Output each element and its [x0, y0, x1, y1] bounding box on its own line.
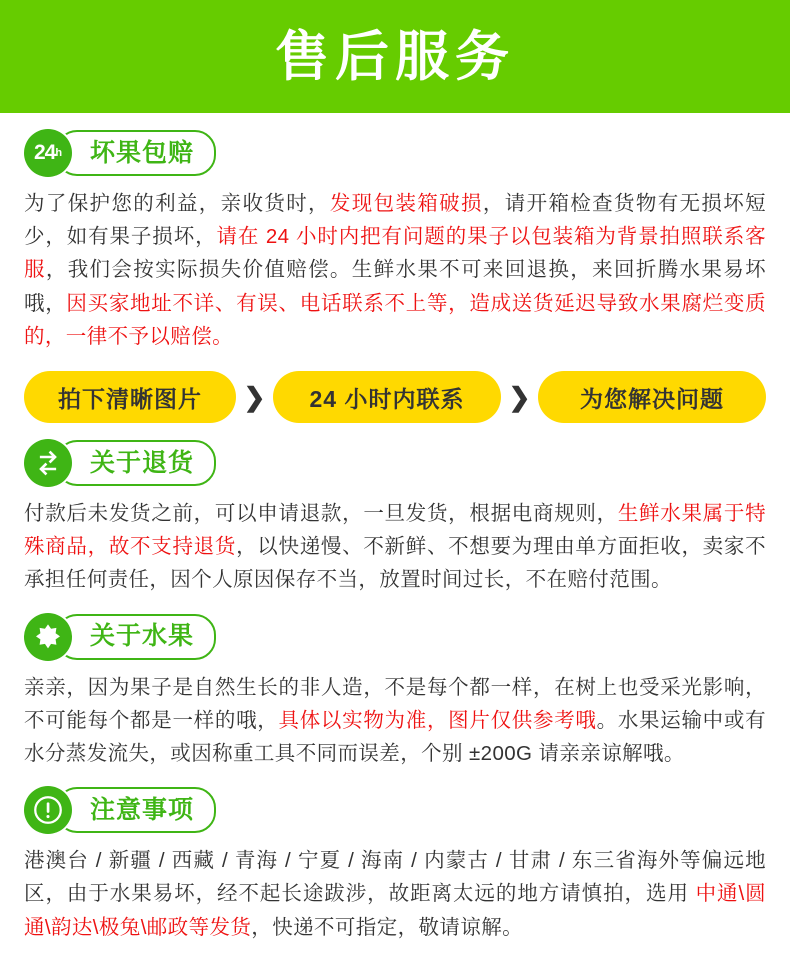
section-title: 注意事项	[90, 795, 195, 824]
step-button-1[interactable]	[24, 371, 236, 423]
section-heading-row	[24, 127, 766, 179]
section-paragraph	[24, 671, 766, 771]
section-title-pill	[56, 787, 216, 833]
body-text: ，请开箱检查货物有无损坏短少，如有果子损坏，	[24, 192, 766, 249]
section-paragraph	[24, 844, 766, 944]
step-button-2[interactable]	[273, 371, 501, 423]
section-title: 坏果包赔	[90, 138, 195, 167]
highlighted-text: 生鲜水果属于特殊商品，故不支持退货	[24, 502, 766, 559]
step-button-3[interactable]	[538, 371, 766, 423]
section-heading-row	[24, 611, 766, 663]
chevron-right-icon-2: ❯	[508, 382, 531, 413]
body-text: 为了保护您的利益，亲收货时，	[24, 192, 330, 215]
section-about-fruit	[0, 611, 790, 771]
section-title: 关于水果	[90, 622, 195, 651]
section-heading-row	[24, 784, 766, 836]
highlighted-text: 请在 24 小时内把有问题的果子以包装箱为背景拍照联系客服	[24, 225, 766, 282]
badge-24h-icon	[24, 129, 72, 177]
section-paragraph	[24, 187, 766, 353]
section-heading-row	[24, 437, 766, 489]
badge-24h-number: 24	[33, 141, 56, 164]
highlighted-text: 中通\圆通\韵达\极兔\邮政等发货	[24, 882, 767, 939]
section-notices	[0, 784, 790, 944]
body-text: 。水果运输中或有水分蒸发流失，或因称重工具不同而误差，个别 ±200G 请亲亲谅解哦。	[24, 708, 766, 766]
section-title-pill	[56, 440, 216, 486]
highlighted-text: 具体以实物为准，图片仅供参考哦	[278, 708, 597, 732]
body-text: ，以快递慢、不新鲜、不想要为理由单方面拒收，卖家不承担任何责任，因个人原因保存不当，放置时间过长，不在赔付范围。	[24, 535, 767, 592]
body-text: 亲亲，因为果子是自然生长的非人造，不是每个都一样，在树上也受采光影响，不可能每个都是一样的哦，	[24, 675, 766, 732]
body-text: ，快递不可指定，敬请谅解。	[251, 915, 523, 939]
section-title-pill	[56, 614, 216, 660]
highlighted-text: 因买家地址不详、有误、电话联系不上等，造成送货延迟导致水果腐烂变质的，一律不予以赔偿。	[24, 291, 766, 348]
refresh-icon	[24, 439, 72, 487]
chevron-right-icon-1: ❯	[243, 382, 266, 413]
badge-24h-unit: h	[55, 147, 63, 159]
steps-row	[24, 371, 766, 423]
body-text: 港澳台 / 新疆 / 西藏 / 青海 / 宁夏 / 海南 / 内蒙古 / 甘肃 / 东三省海外等偏远地区，由于水果易坏，经不起长途跋涉，故距离太远的地方请慎拍，选用	[24, 849, 766, 906]
highlighted-text: 发现包装箱破损	[329, 192, 483, 215]
page-title: 售后服务	[275, 26, 515, 87]
section-bad-fruit-compensation	[0, 127, 790, 423]
exclamation-icon	[24, 786, 72, 834]
section-title: 关于退货	[90, 448, 195, 477]
body-text: 付款后未发货之前，可以申请退款，一旦发货，根据电商规则，	[24, 502, 618, 526]
step-label-2: 24 小时内联系	[309, 385, 465, 412]
body-text: ，我们会按实际损失价值赔偿。生鲜水果不可来回退换，来回折腾水果易坏哦，	[24, 258, 766, 315]
page-banner	[0, 0, 790, 113]
step-label-3: 为您解决问题	[579, 385, 724, 412]
section-paragraph	[24, 497, 766, 597]
section-title-pill	[56, 130, 216, 176]
star-icon	[24, 613, 72, 661]
section-about-returns	[0, 437, 790, 597]
step-label-1: 拍下清晰图片	[58, 385, 202, 412]
